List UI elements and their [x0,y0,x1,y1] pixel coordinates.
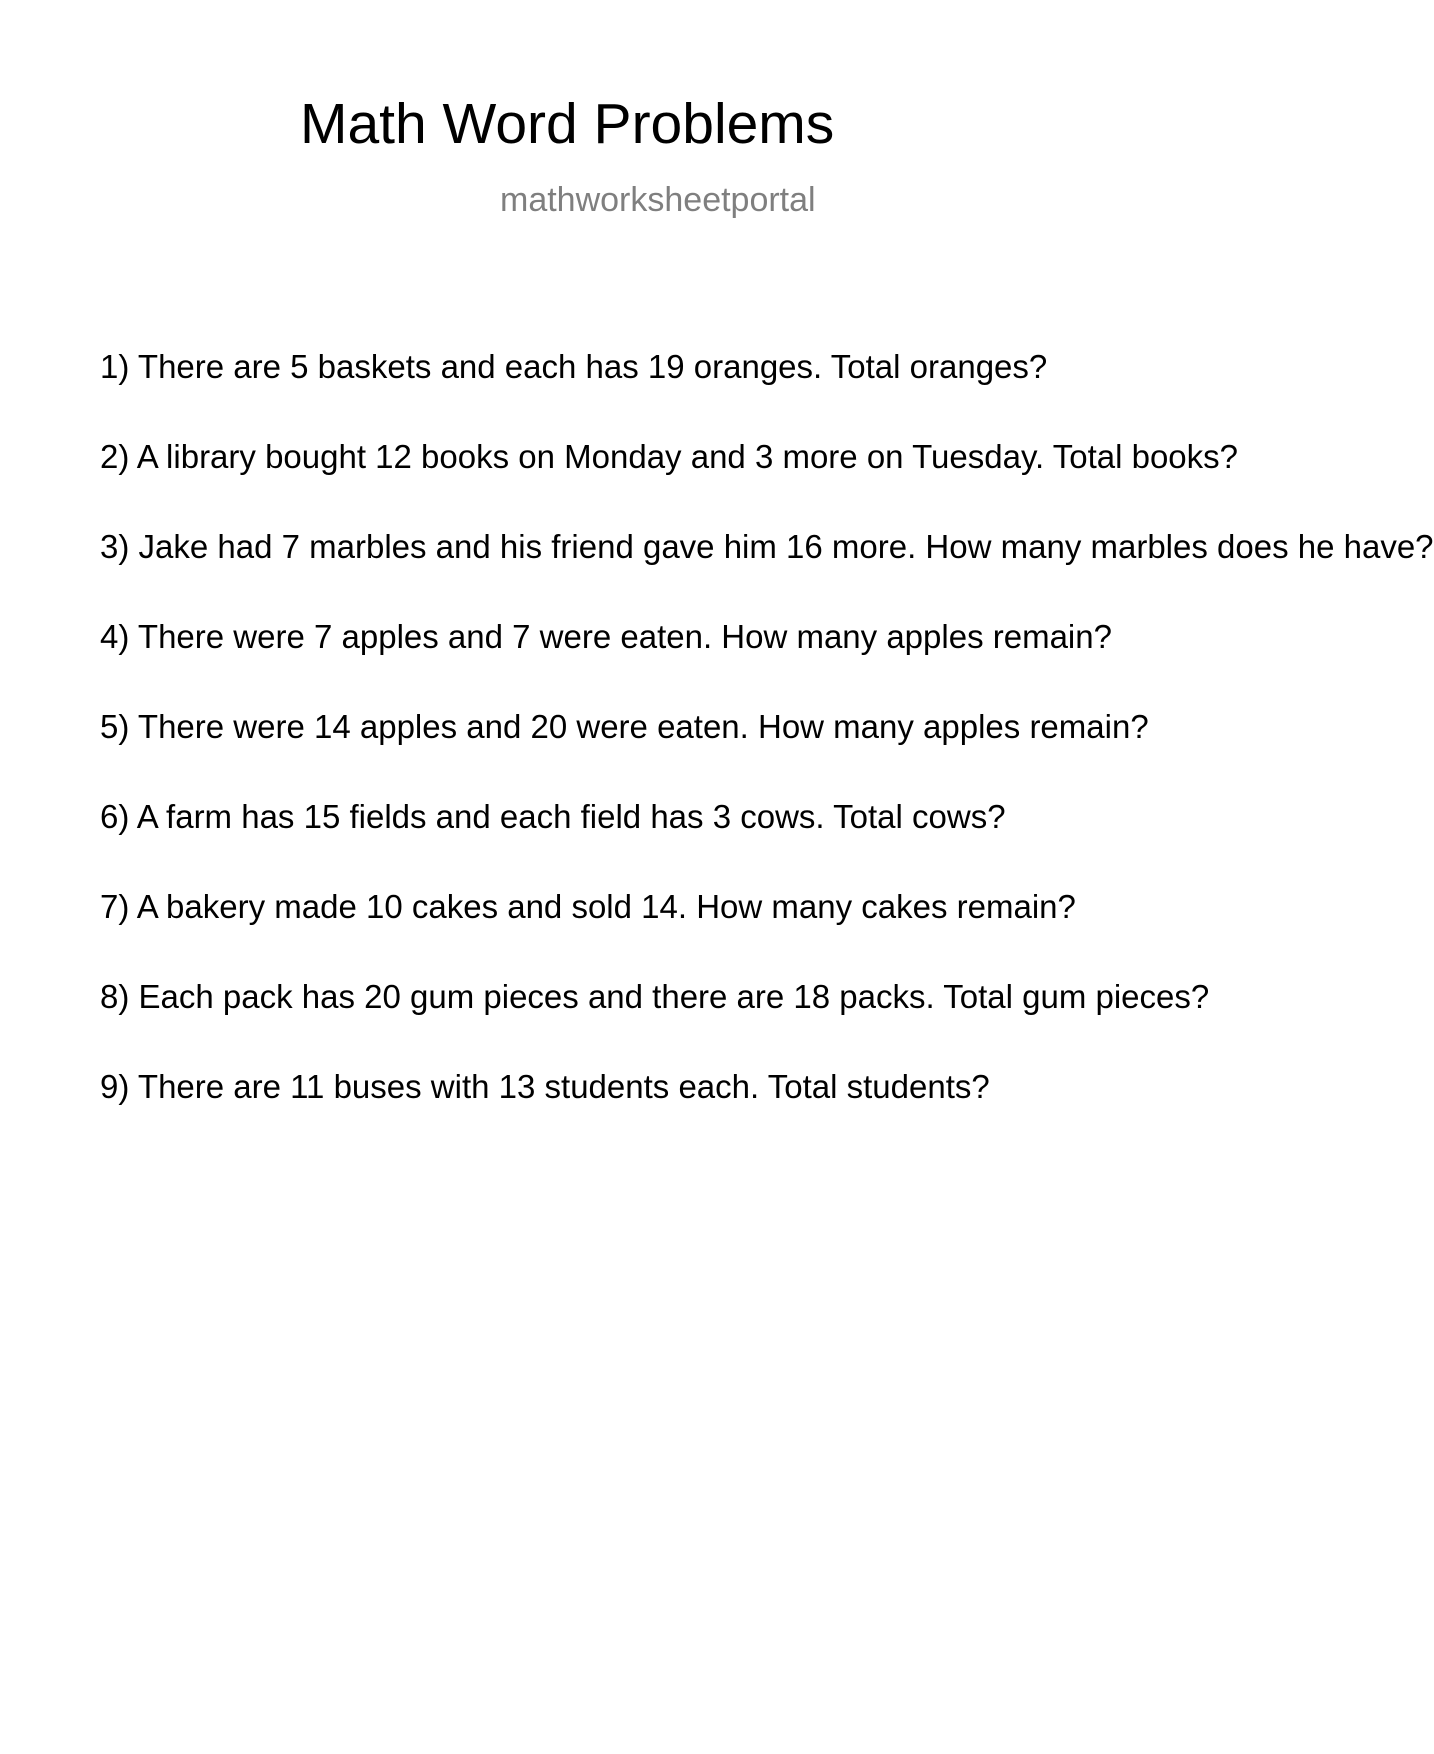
problem-item-8: 8) Each pack has 20 gum pieces and there are 18 packs. Total gum pieces? [100,978,1210,1015]
problem-item-6: 6) A farm has 15 fields and each field has 3 cows. Total cows? [100,798,1006,835]
problem-item-9: 9) There are 11 buses with 13 students each. Total students? [100,1068,990,1105]
problem-item-1: 1) There are 5 baskets and each has 19 oranges. Total oranges? [100,348,1048,385]
problem-item-5: 5) There were 14 apples and 20 were eaten. How many apples remain? [100,708,1149,745]
problem-item-4: 4) There were 7 apples and 7 were eaten. How many apples remain? [100,618,1112,655]
worksheet-source: mathworksheetportal [500,181,816,219]
problem-item-2: 2) A library bought 12 books on Monday and 3 more on Tuesday. Total books? [100,438,1239,475]
problem-item-3: 3) Jake had 7 marbles and his friend gave him 16 more. How many marbles does he have? [100,528,1434,565]
problem-list [100,348,1434,1160]
worksheet-title: Math Word Problems [300,92,835,156]
problem-item-7: 7) A bakery made 10 cakes and sold 14. How many cakes remain? [100,888,1076,925]
